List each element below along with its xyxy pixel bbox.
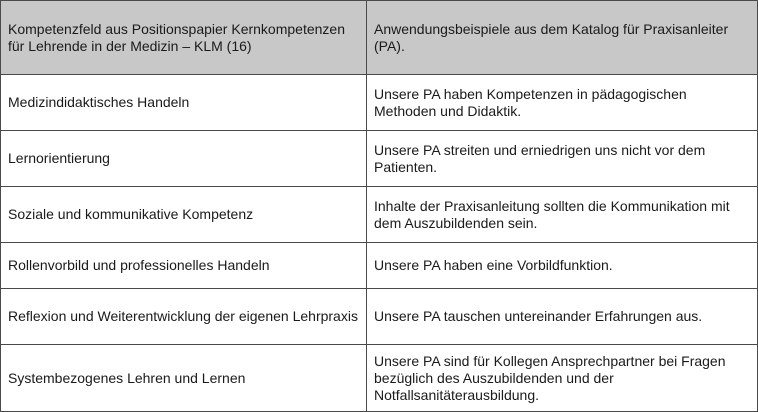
header-application-examples: Anwendungsbeispiele aus dem Katalog für Praxisanleiter (PA). (367, 1, 758, 75)
example-cell: Unsere PA sind für Kollegen Ansprechpartner bei Fragen bezüglich des Auszubildenden und der Notfallsanitäterausbildung. (367, 345, 758, 412)
competency-cell: Reflexion und Weiterentwicklung der eigenen Lehrpraxis (1, 289, 367, 345)
table-row (1, 131, 758, 187)
competency-cell: Medizindidaktisches Handeln (1, 75, 367, 131)
example-cell: Inhalte der Praxisanleitung sollten die Kommunikation mit dem Auszubildenden sein. (367, 187, 758, 243)
table-body (1, 75, 758, 412)
competency-cell: Soziale und kommunikative Kompetenz (1, 187, 367, 243)
table-row (1, 243, 758, 289)
example-cell: Unsere PA streiten und erniedrigen uns nicht vor dem Patienten. (367, 131, 758, 187)
header-row (1, 1, 758, 75)
example-cell: Unsere PA haben eine Vorbildfunktion. (367, 243, 758, 289)
example-cell: Unsere PA tauschen untereinander Erfahrungen aus. (367, 289, 758, 345)
competency-cell: Systembezogenes Lehren und Lernen (1, 345, 367, 412)
table-row (1, 345, 758, 412)
example-cell: Unsere PA haben Kompetenzen in pädagogischen Methoden und Didaktik. (367, 75, 758, 131)
competency-cell: Lernorientierung (1, 131, 367, 187)
table-header (1, 1, 758, 75)
competency-cell: Rollenvorbild und professionelles Handeln (1, 243, 367, 289)
table-row (1, 289, 758, 345)
table-row (1, 75, 758, 131)
header-competency-field: Kompetenzfeld aus Positionspapier Kernkompetenzen für Lehrende in der Medizin – KLM (16) (1, 1, 367, 75)
table-row (1, 187, 758, 243)
